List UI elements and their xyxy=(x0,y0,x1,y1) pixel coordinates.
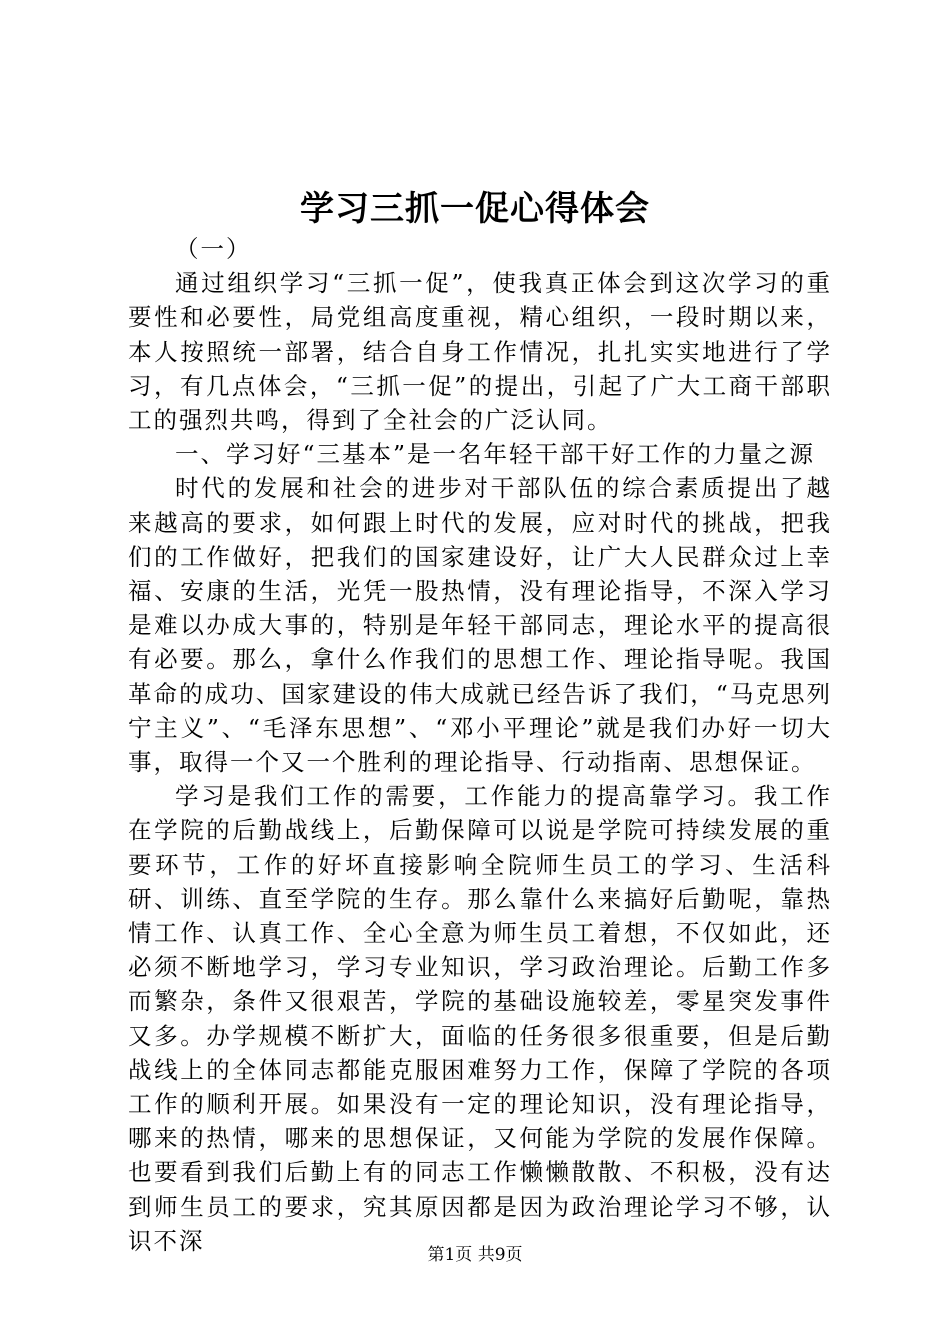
document-title: 学习三抓一促心得体会 xyxy=(300,189,650,229)
paragraph-section-marker: （一） xyxy=(175,235,252,263)
document-body xyxy=(128,232,832,1258)
paragraph-body: 时代的发展和社会的进步对干部队伍的综合素质提出了越来越高的要求，如何跟上时代的发展，应对时代的挑战，把我们的工作做好，把我们的国家建设好，让广大人民群众过上幸福、安康的生活，光凭一股热情，没有理论指导，不深入学习是难以办成大事的，特别是年轻干部同志，理论水平的提高很有必要。那么，拿什么作我们的思想工作、理论指导呢。我国革命的成功、国家建设的伟大成就已经告诉了我们，“马克思列宁主义”、“毛泽东思想”、“邓小平理论”就是我们办好一切大事，取得一个又一个胜利的理论指导、行动指南、思想保证。 xyxy=(128,474,832,777)
section-heading: 一、学习好“三基本”是一名年轻干部干好工作的力量之源 xyxy=(175,440,816,469)
paragraph-intro: 通过组织学习“三抓一促”，使我真正体会到这次学习的重要性和必要性，局党组高度重视，精心组织，一段时期以来，本人按照统一部署，结合自身工作情况，扎扎实实地进行了学习，有几点体会，“三抓一促”的提出，引起了广大工商干部职工的强烈共鸣，得到了全社会的广泛认同。 xyxy=(128,269,832,435)
paragraph-body: 学习是我们工作的需要，工作能力的提高靠学习。我工作在学院的后勤战线上，后勤保障可以说是学院可持续发展的重要环节，工作的好坏直接影响全院师生员工的学习、生活科研、训练、直至学院的生存。那么靠什么来搞好后勤呢，靠热情工作、认真工作、全心全意为师生员工着想，不仅如此，还必须不断地学习，学习专业知识，学习政治理论。后勤工作多而繁杂，条件又很艰苦，学院的基础设施较差，零星突发事件又多。办学规模不断扩大，面临的任务很多很重要，但是后勤战线上的全体同志都能克服困难努力工作，保障了学院的各项工作的顺利开展。如果没有一定的理论知识，没有理论指导，哪来的热情，哪来的思想保证，又何能为学院的发展作保障。也要看到我们后勤上有的同志工作懒懒散散、不积极，没有达到师生员工的要求，究其原因都是因为政治理论学习不够，认识不深 xyxy=(128,782,832,1255)
page-number-footer: 第1页 共9页 xyxy=(427,1245,523,1265)
